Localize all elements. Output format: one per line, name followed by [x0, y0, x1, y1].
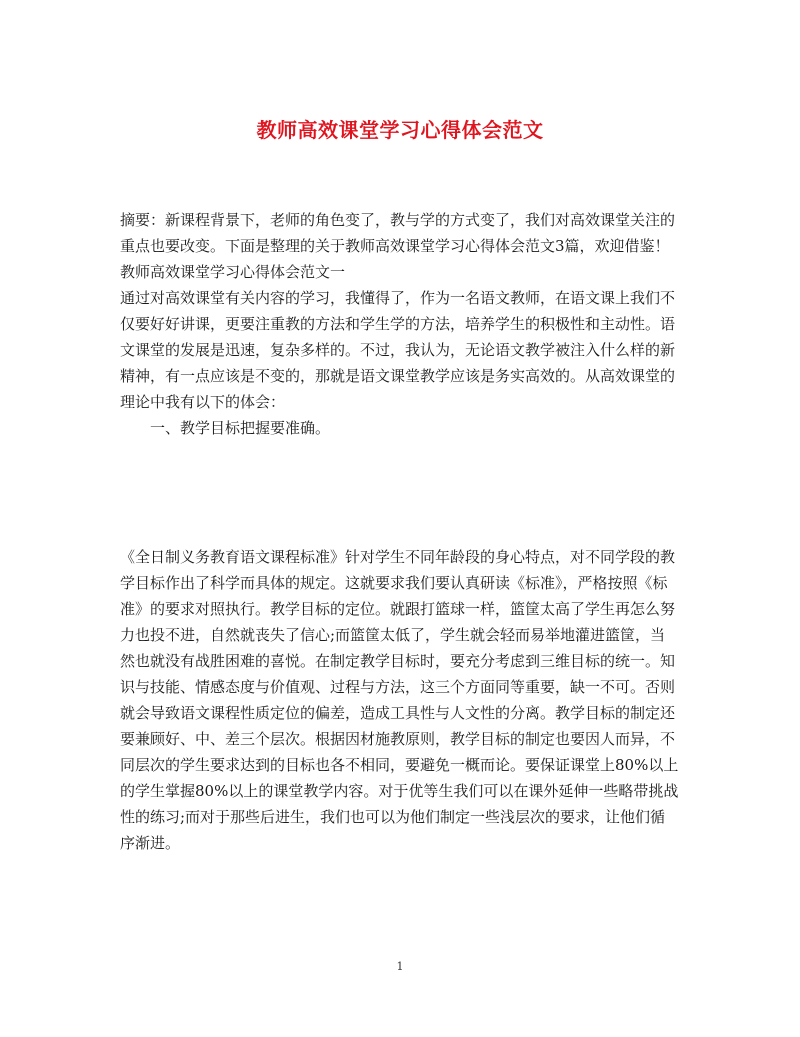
body-section-two	[120, 544, 680, 856]
body-section-one	[120, 207, 680, 441]
point-one-heading: 一、教学目标把握要准确。	[150, 419, 331, 437]
section-heading: 教师高效课堂学习心得体会范文一	[120, 263, 346, 281]
page-number: 1	[396, 960, 404, 973]
document-title: 教师高效课堂学习心得体会范文	[256, 118, 544, 142]
paragraph-two: 《全日制义务教育语文课程标准》针对学生不同年龄段的身心特点，对不同学段的教学目标作出了科学而具体的规定。这就要求我们要认真研读《标准》，严格按照《标准》的要求对照执行。教学目标的定位。就跟打篮球一样，篮筐太高了学生再怎么努力也投不进，自然就丧失了信心;而篮筐太低了，学生就会轻而易举地灌进篮筐，当然也就没有战胜困难的喜悦。在制定教学目标时，要充分考虑到三维目标的统一。知识与技能、情感态度与价值观、过程与方法，这三个方面同等重要，缺一不可。否则就会导致语文课程性质定位的偏差，造成工具性与人文性的分离。教学目标的制定还要兼顾好、中、差三个层次。根据因材施教原则，教学目标的制定也要因人而异，不同层次的学生要求达到的目标也各不相同，要避免一概而论。要保证课堂上80%以上的学生掌握80%以上的课堂教学内容。对于优等生我们可以在课外延伸一些略带挑战性的练习;而对于那些后进生，我们也可以为他们制定一些浅层次的要求，让他们循序渐进。	[120, 548, 679, 852]
intro-paragraph: 通过对高效课堂有关内容的学习，我懂得了，作为一名语文教师，在语文课上我们不仅要好好讲课，更要注重教的方法和学生学的方法，培养学生的积极性和主动性。语文课堂的发展是迅速，复杂多样的。不过，我认为，无论语文教学被注入什么样的新精神，有一点应该是不变的，那就是语文课堂教学应该是务实高效的。从高效课堂的理论中我有以下的体会：	[120, 289, 676, 411]
abstract-paragraph: 摘要：新课程背景下，老师的角色变了，教与学的方式变了，我们对高效课堂关注的重点也要改变。下面是整理的关于教师高效课堂学习心得体会范文3篇，欢迎借鉴！	[120, 211, 676, 255]
